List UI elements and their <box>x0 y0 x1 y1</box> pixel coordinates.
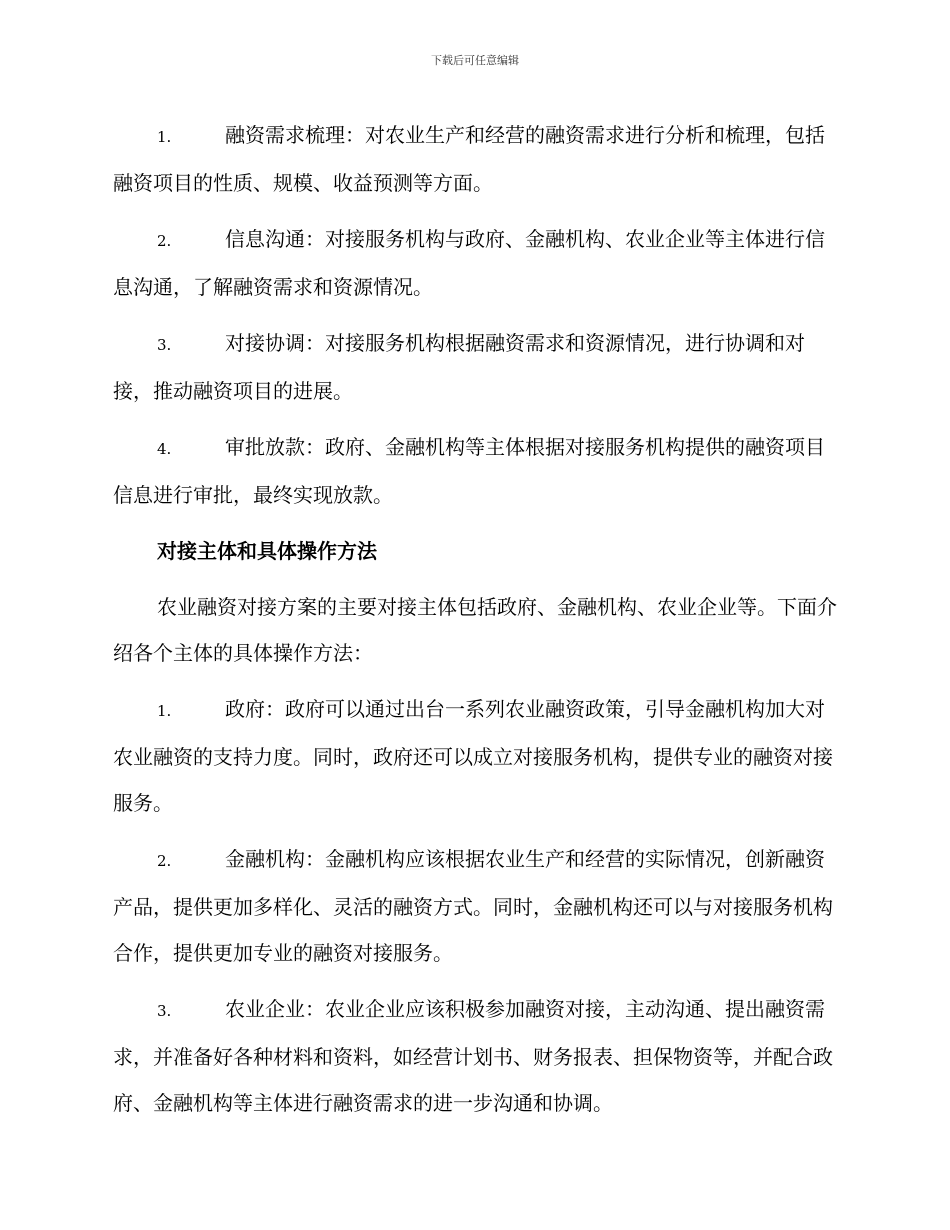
list-item-text: 农业企业：农业企业应该积极参加融资对接，主动沟通、提出融资需求，并准备好各种材料和资料，如经营计划书、财务报表、担保物资等，并配合政府、金融机构等主体进行融资需求的进一步沟通和协调。 <box>113 997 833 1115</box>
list-number: 3. <box>157 1002 172 1020</box>
list-item-text: 融资需求梳理：对农业生产和经营的融资需求进行分析和梳理，包括融资项目的性质、规模、收益预测等方面。 <box>113 123 825 195</box>
list-item-text: 信息沟通：对接服务机构与政府、金融机构、农业企业等主体进行信息沟通，了解融资需求和资源情况。 <box>113 227 825 299</box>
list-number: 2. <box>157 232 172 250</box>
list-item-text: 对接协调：对接服务机构根据融资需求和资源情况，进行协调和对接，推动融资项目的进展。 <box>113 331 805 403</box>
list-item-text: 审批放款：政府、金融机构等主体根据对接服务机构提供的融资项目信息进行审批，最终实现放款。 <box>113 435 825 507</box>
section-heading: 对接主体和具体操作方法 <box>157 539 377 563</box>
list-item-text: 政府：政府可以通过出台一系列农业融资政策，引导金融机构加大对农业融资的支持力度。同时，政府还可以成立对接服务机构，提供专业的融资对接服务。 <box>113 697 833 815</box>
list-number: 2. <box>157 852 172 870</box>
process-step-item <box>113 216 837 310</box>
header-note: 下载后可任意编辑 <box>431 54 519 67</box>
document-body <box>113 112 837 1136</box>
process-step-item <box>113 320 837 414</box>
process-step-item <box>113 112 837 206</box>
list-number: 4. <box>157 440 172 458</box>
list-number: 3. <box>157 336 172 354</box>
subject-item <box>113 986 837 1126</box>
list-number: 1. <box>157 702 172 720</box>
list-number: 1. <box>157 128 172 146</box>
subject-item <box>113 686 837 826</box>
process-step-item <box>113 424 837 518</box>
subject-item <box>113 836 837 976</box>
list-item-text: 金融机构：金融机构应该根据农业生产和经营的实际情况，创新融资产品，提供更加多样化、灵活的融资方式。同时，金融机构还可以与对接服务机构合作，提供更加专业的融资对接服务。 <box>113 847 833 965</box>
section-intro-paragraph: 农业融资对接方案的主要对接主体包括政府、金融机构、农业企业等。下面介绍各个主体的具体操作方法： <box>113 595 837 665</box>
